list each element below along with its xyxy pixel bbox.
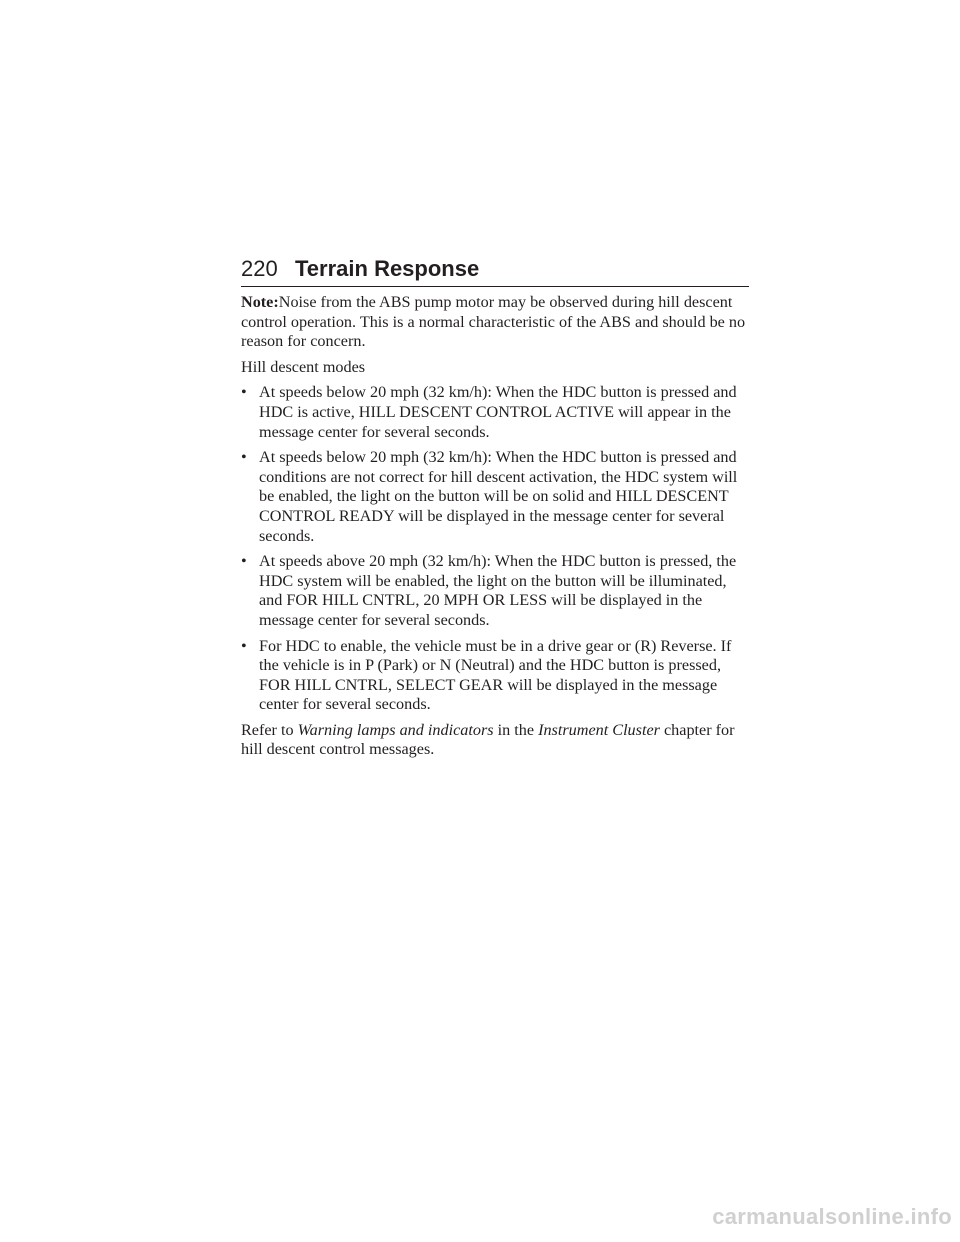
page-number: 220 bbox=[241, 256, 278, 281]
bullet-icon: • bbox=[241, 636, 247, 655]
reference-prefix: Refer to bbox=[241, 720, 298, 739]
page-title: Terrain Response bbox=[295, 256, 480, 281]
modes-list bbox=[241, 383, 753, 715]
list-item-text: At speeds below 20 mph (32 km/h): When the HDC button is pressed and conditions are not correct for hill descent activation, the HDC system will be enabled, the light on the button will be on solid and HILL DESCENT CONTROL READY will be displayed in the message center for several seconds. bbox=[259, 448, 738, 545]
list-item bbox=[241, 448, 753, 546]
modes-heading: Hill descent modes bbox=[241, 357, 366, 376]
list-item bbox=[241, 637, 753, 715]
note-text: Noise from the ABS pump motor may be observed during hill descent control operation. This is a normal characteristic of the ABS and should be no reason for concern. bbox=[241, 293, 746, 351]
list-item bbox=[241, 383, 753, 442]
list-item bbox=[241, 552, 753, 630]
list-item-text: For HDC to enable, the vehicle must be in a drive gear or (R) Reverse. If the vehicle is in P (Park) or N (Neutral) and the HDC button is pressed, FOR HILL CNTRL, SELECT GEAR will be displayed in the message center for several seconds. bbox=[259, 636, 732, 714]
note-label: Note: bbox=[241, 293, 279, 311]
bullet-icon: • bbox=[241, 383, 247, 402]
bullet-icon: • bbox=[241, 552, 247, 571]
watermark: carmanualsonline.info bbox=[712, 1204, 952, 1229]
list-item-text: At speeds above 20 mph (32 km/h): When the HDC button is pressed, the HDC system will be enabled, the light on the button will be illuminated, and FOR HILL CNTRL, 20 MPH OR LESS will be displayed in the message center for several seconds. bbox=[259, 552, 737, 629]
reference-paragraph bbox=[241, 721, 753, 760]
reference-suffix: chapter for hill descent control messages. bbox=[241, 720, 735, 759]
reference-middle: in the bbox=[493, 720, 539, 739]
instrument-cluster-reference: Instrument Cluster bbox=[538, 720, 660, 739]
warning-lamps-reference: Warning lamps and indicators bbox=[297, 720, 494, 739]
list-item-text: At speeds below 20 mph (32 km/h): When the HDC button is pressed and HDC is active, HILL DESCENT CONTROL ACTIVE will appear in the message center for several seconds. bbox=[259, 383, 737, 441]
bullet-icon: • bbox=[241, 448, 247, 467]
page-header bbox=[241, 256, 749, 287]
note-paragraph bbox=[241, 293, 753, 352]
body-text bbox=[241, 293, 753, 766]
